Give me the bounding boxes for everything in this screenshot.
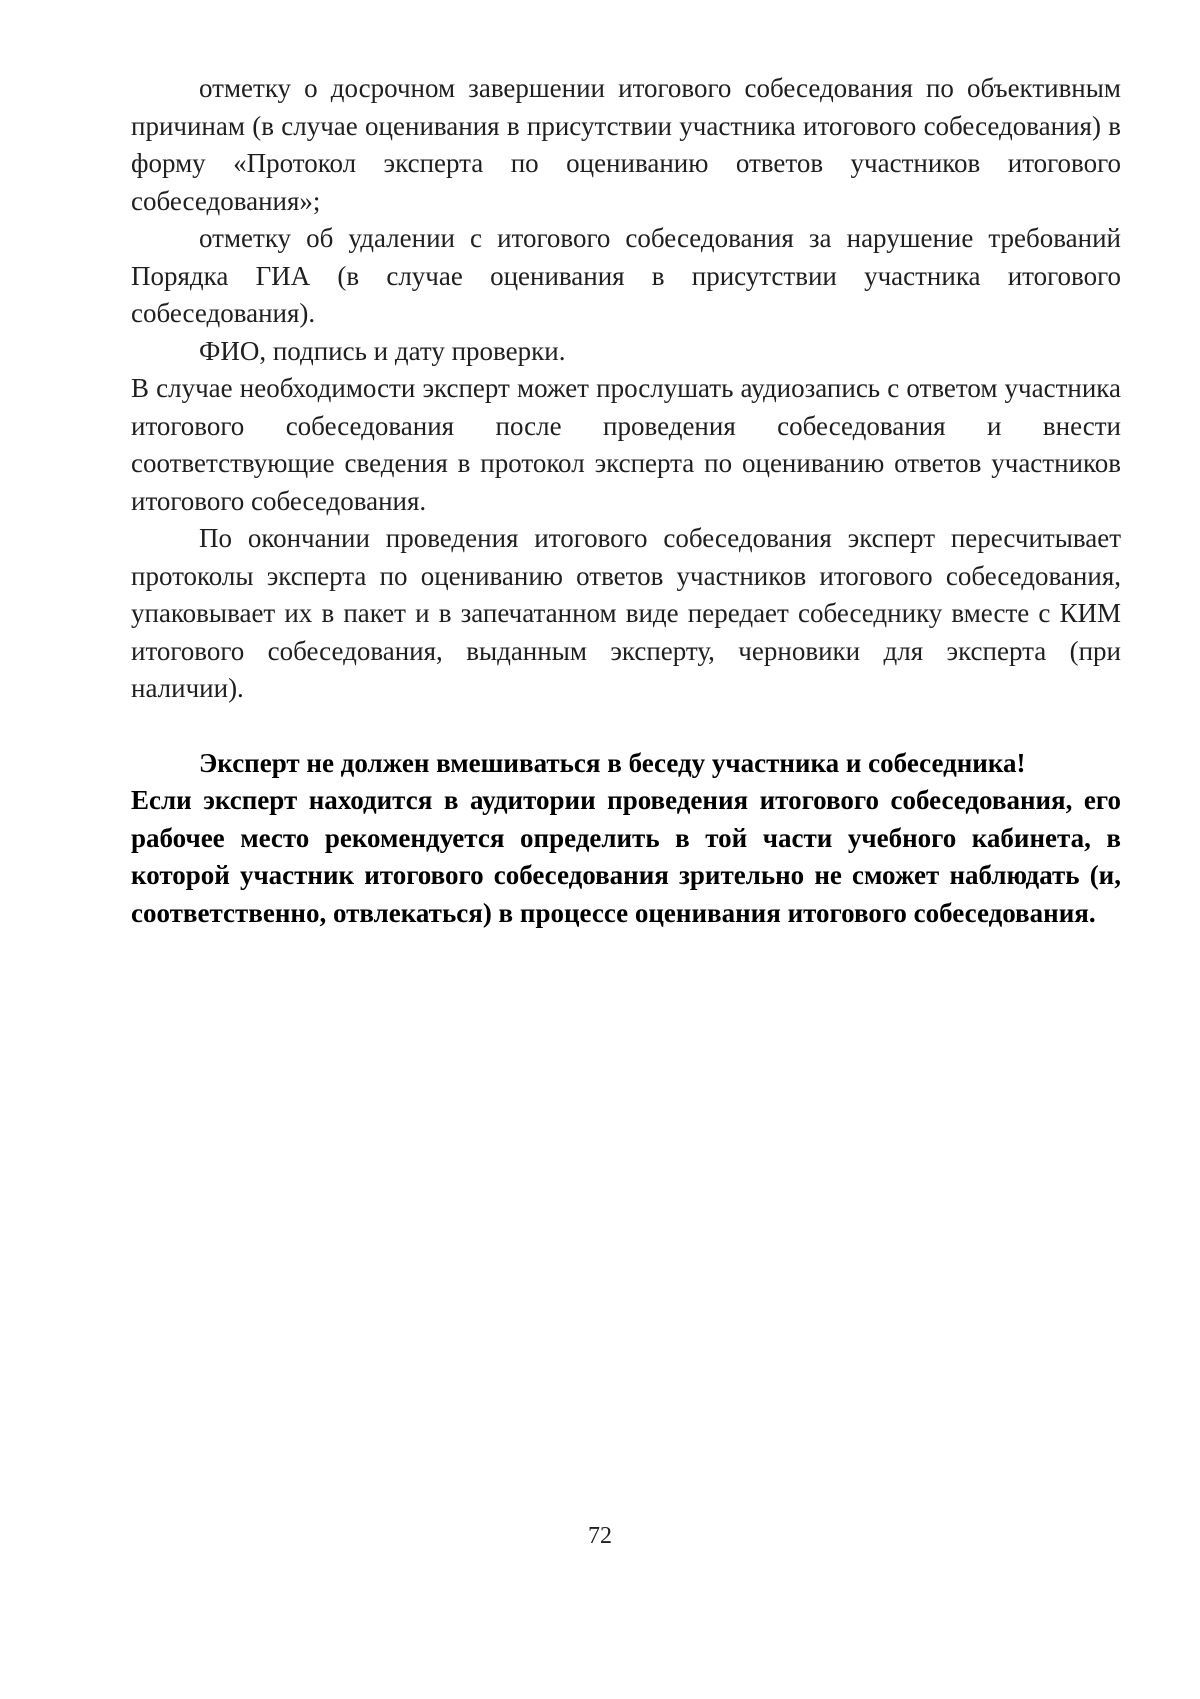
paragraph-audio-review: В случае необходимости эксперт может прослушать аудиозапись с ответом участника итогового собеседования после проведения собеседования и внести соответствующие сведения в протокол эксперта по оцениванию ответов участников итогового собеседования. <box>131 373 1121 516</box>
paragraph-signature: ФИО, подпись и дату проверки. <box>199 335 566 366</box>
bold-notice-body: Если эксперт находится в аудитории проведения итогового собеседования, его рабочее место рекомендуется определить в той части учебного кабинета, в которой участник итогового собеседования зрительно не сможет наблюдать (и, соответственно, отвлекаться) в процессе оценивания итогового собеседования. <box>131 785 1121 928</box>
bold-notice-heading: Эксперт не должен вмешиваться в беседу участника и собеседника! <box>199 747 1026 778</box>
paragraph-removal-mark: отметку об удалении с итогового собеседования за нарушение требований Порядка ГИА (в случае оценивания в присутствии участника итогового собеседования). <box>131 223 1121 328</box>
document-body <box>131 70 1121 932</box>
paragraph-protocol-handover: По окончании проведения итогового собеседования эксперт пересчитывает протоколы эксперта по оцениванию ответов участников итогового собеседования, упаковывает их в пакет и в запечатанном виде передает собеседнику вместе с КИМ итогового собеседования, выданным эксперту, черновики для эксперта (при наличии). <box>131 523 1121 703</box>
paragraph-early-completion: отметку о досрочном завершении итогового собеседования по объективным причинам (в случае оценивания в присутствии участника итогового собеседования) в форму «Протокол эксперта по оцениванию ответов участников итогового собеседования»; <box>131 73 1121 216</box>
page-number: 72 <box>588 1523 612 1549</box>
bold-notice <box>131 745 1121 933</box>
